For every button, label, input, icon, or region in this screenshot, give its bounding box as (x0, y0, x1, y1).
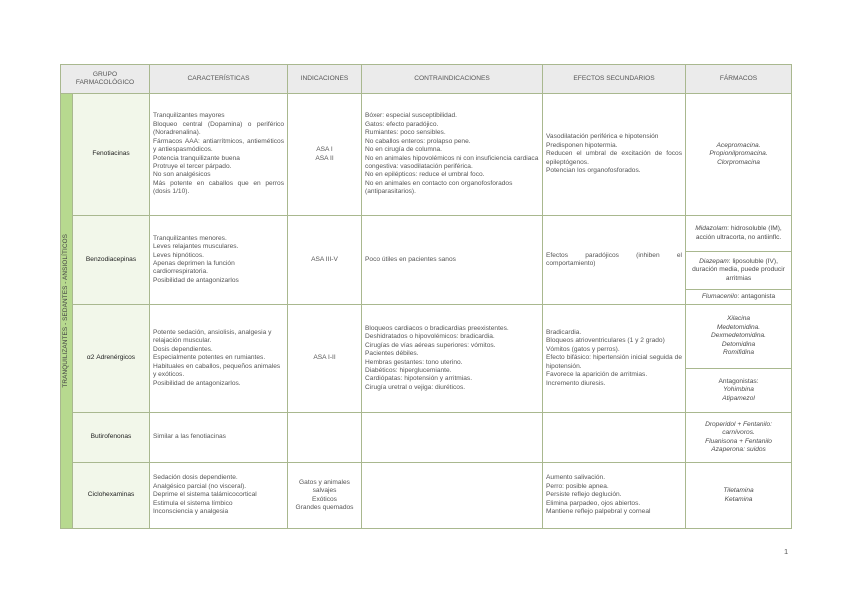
drugs-butirofenonas (686, 413, 792, 463)
group-ciclohexaminas: Ciclohexaminas (73, 463, 150, 529)
list-line: Predisponen hipotermia. (546, 141, 618, 149)
list-line: Rumiantes: poco sensibles. (365, 129, 446, 137)
characteristics-alfa2 (150, 305, 288, 413)
list-line: ASA III-V (311, 255, 338, 263)
list-line: Yohimbina (723, 386, 754, 394)
header-row (61, 65, 792, 94)
characteristics-ciclohexaminas (150, 463, 288, 529)
row-fenotiacinas (61, 94, 792, 216)
list-line: Pacientes débiles. (365, 350, 419, 358)
list-line: Fármacos AAA: antiarrítmicos, antieméticos y antiespasmódicos. (153, 137, 285, 154)
list-line: Azaperona: suidos (711, 445, 766, 453)
row-butirofenonas (61, 413, 792, 463)
side-effects-ciclohexaminas (543, 463, 686, 529)
indications-ciclohexaminas (288, 463, 362, 529)
page-number: 1 (784, 547, 789, 556)
list-line: Deprime el sistema talámicocortical (153, 491, 257, 499)
row-ciclohexaminas (61, 463, 792, 529)
list-line: Posibilidad de antagonizarlos (153, 276, 239, 284)
list-line: Cardiópatas: hipotensión y arritmias. (365, 375, 473, 383)
list-line: Romifidina (722, 349, 755, 357)
list-line: ASA I-II (313, 354, 336, 362)
side-category-label: TRANQUILIZANTES - SEDANTES - ANSIOLÍTICOS (61, 234, 69, 388)
list-line: No son analgésicos (153, 171, 211, 179)
contraindications-benzodiacepinas (362, 216, 543, 305)
list-line: Efectos paradójicos (inhiben el comportamiento) (546, 251, 683, 267)
list-line: Hembras gestantes: tono uterino. (365, 358, 463, 366)
drug-flumacenilo (686, 290, 792, 305)
list-line: Droperidol + Fentanilo: carnívoros. (705, 420, 772, 437)
contraindications-alfa2 (362, 305, 543, 413)
list-line: Atipamezol (722, 394, 755, 402)
drug-flumacenilo-desc: : antagonista (737, 292, 776, 300)
drug-diazepam-desc: : liposoluble (IV), duración media, puede producir arritmias (692, 257, 785, 282)
list-line: Vómitos (gatos y perros). (546, 345, 620, 353)
list-line: Protruye el tercer párpado. (153, 162, 232, 170)
drug-diazepam-name: Diazepam (699, 257, 729, 265)
header-drugs: FÁRMACOS (686, 65, 792, 94)
list-line: Bloqueos atrioventriculares (1 y 2 grado) (546, 337, 665, 345)
list-line: Detomidina (721, 340, 756, 348)
contraindications-fenotiacinas (362, 94, 543, 216)
list-line: Potencia tranquilizante buena (153, 154, 240, 162)
list-line: Fluanisona + Fentanilo (705, 437, 772, 445)
characteristics-butirofenonas (150, 413, 288, 463)
indications-benzodiacepinas (288, 216, 362, 305)
group-butirofenonas: Butirofenonas (73, 413, 150, 463)
group-fenotiacinas: Fenotiacinas (73, 94, 150, 216)
drug-flumacenilo-name: Flumacenilo (701, 292, 738, 300)
list-line: Diabéticos: hiperglucemiante. (365, 366, 452, 374)
list-line: No en animales en contacto con organofosforados (antiparasitarios). (365, 179, 513, 196)
list-line: Aumento salivación. (546, 474, 606, 482)
drug-midazolam-desc: : hidrosoluble (IM), acción ultracorta, no antiinflc. (695, 225, 782, 241)
drugs-alfa2-antagonists (686, 369, 792, 413)
drugs-fenotiacinas (686, 94, 792, 216)
group-benzodiacepinas: Benzodiacepinas (73, 216, 150, 305)
list-line: Inconsciencia y analgesia (153, 508, 229, 516)
list-line: Tiletamina (723, 487, 754, 495)
header-side-effects: EFECTOS SECUNDARIOS (543, 65, 686, 94)
list-line: Efecto bifásico: hipertensión inicial seguida de hipotensión. (546, 354, 683, 370)
list-line: Grandes quemados (295, 503, 354, 511)
list-line: No en cirugía de columna. (365, 146, 442, 154)
contraindications-ciclohexaminas (362, 463, 543, 529)
list-line: ASA I (316, 146, 333, 154)
antagonists-list (689, 386, 788, 403)
list-line: Reducen el umbral de excitación de focos epileptógenos. (546, 150, 683, 166)
pharmacology-table (60, 64, 792, 529)
header-group: GRUPO FARMACOLÓGICO (61, 65, 150, 94)
list-line: Habituales en caballos, pequeños animales y exóticos. (153, 362, 281, 379)
list-line: Potente sedación, ansiolisis, analgesia y relajación muscular. (153, 329, 272, 345)
list-line: Favorece la aparición de arritmias. (546, 371, 648, 379)
side-effects-fenotiacinas (543, 94, 686, 216)
side-effects-benzodiacepinas (543, 216, 686, 305)
list-line: Gatos: efecto paradójico. (365, 120, 439, 128)
list-line: No en animales hipovolémicos ni con insuficiencia cardiaca congestiva: vasodilatación periférica. (365, 154, 539, 170)
antagonists-label: Antagonistas: (718, 377, 759, 385)
list-line: Sedación dosis dependiente. (153, 474, 238, 482)
list-line: Persiste reflejo deglución. (546, 491, 622, 499)
list-line: Tranquilizantes menores. (153, 234, 227, 242)
row-alfa2 (61, 305, 792, 369)
list-line: Similar a las fenotiacinas (153, 433, 226, 441)
list-line: Cirugías de vías aéreas superiores: vómitos. (365, 341, 496, 349)
list-line: Acepromacina. (716, 141, 761, 149)
list-line: ASA II (315, 154, 334, 162)
characteristics-benzodiacepinas (150, 216, 288, 305)
group-alfa2: α2 Adrenérgicos (73, 305, 150, 413)
indications-butirofenonas (288, 413, 362, 463)
list-line: No caballos enteros: prolapso pene. (365, 137, 471, 145)
list-line: Propionilpromacina. (709, 150, 768, 158)
list-line: Elimina parpadeo, ojos abiertos. (546, 499, 641, 507)
list-line: Apenas deprimen la función cardiorrespiratoria. (153, 260, 235, 276)
list-line: Mantiene reflejo palpebral y corneal (546, 508, 651, 516)
side-effects-butirofenonas (543, 413, 686, 463)
list-line: Vasodilatación periférica e hipotensión (546, 133, 659, 141)
list-line: Especialmente potentes en rumiantes. (153, 354, 266, 362)
list-line: Perro: posible apnea. (546, 482, 609, 490)
drug-midazolam-name: Midazolam (695, 225, 728, 233)
indications-fenotiacinas (288, 94, 362, 216)
list-line: Cirugía uretral o vejiga: diuréticos. (365, 383, 466, 391)
list-line: Incremento diuresis. (546, 379, 606, 387)
list-line: Leves relajantes musculares. (153, 243, 239, 251)
header-contraindications: CONTRAINDICACIONES (362, 65, 543, 94)
drug-diazepam (686, 252, 792, 290)
list-line: Bloqueos cardiacos o bradicardias preexistentes. (365, 324, 509, 332)
indications-alfa2 (288, 305, 362, 413)
list-line: Exóticos (312, 495, 337, 503)
list-line: Analgésico parcial (no visceral). (153, 482, 247, 490)
list-line: Potencian los organofosforados. (546, 167, 641, 175)
list-line: Leves hipnóticos. (153, 251, 204, 259)
drugs-alfa2 (686, 305, 792, 369)
row-benzodiacepinas (61, 216, 792, 252)
side-category (61, 94, 73, 529)
list-line: Dexmedetomidina. (711, 332, 766, 340)
list-line: Bloqueo central (Dopamina) o periférico (Noradrenalina). (153, 120, 285, 137)
characteristics-fenotiacinas (150, 94, 288, 216)
list-line: Ketamina (724, 495, 753, 503)
list-line: Posibilidad de antagonizarlos. (153, 379, 241, 387)
header-indications: INDICACIONES (288, 65, 362, 94)
list-line: Bóxer: especial susceptibilidad. (365, 112, 458, 120)
drug-midazolam (686, 216, 792, 252)
list-line: No en epilépticos: reduce el umbral foco. (365, 171, 485, 179)
header-characteristics: CARACTERÍSTICAS (150, 65, 288, 94)
drugs-ciclohexaminas (686, 463, 792, 529)
contraindications-butirofenonas (362, 413, 543, 463)
list-line: Más potente en caballos que en perros (dosis 1/10). (153, 179, 285, 196)
list-line: Tranquilizantes mayores (153, 112, 225, 120)
list-line: Medetomidina. (716, 323, 761, 331)
side-effects-alfa2 (543, 305, 686, 413)
list-line: Gatos y animales salvajes (299, 478, 350, 495)
list-line: Bradicardia. (546, 329, 582, 337)
list-line: Dosis dependientes. (153, 345, 213, 353)
list-line: Deshidratados o hipovolémicos: bradicardia. (365, 333, 495, 341)
list-line: Estimula el sistema límbico (153, 499, 233, 507)
list-line: Clorpromacina (717, 158, 760, 166)
list-line: Poco útiles en pacientes sanos (365, 255, 456, 263)
list-line: Xilacina (726, 315, 751, 323)
